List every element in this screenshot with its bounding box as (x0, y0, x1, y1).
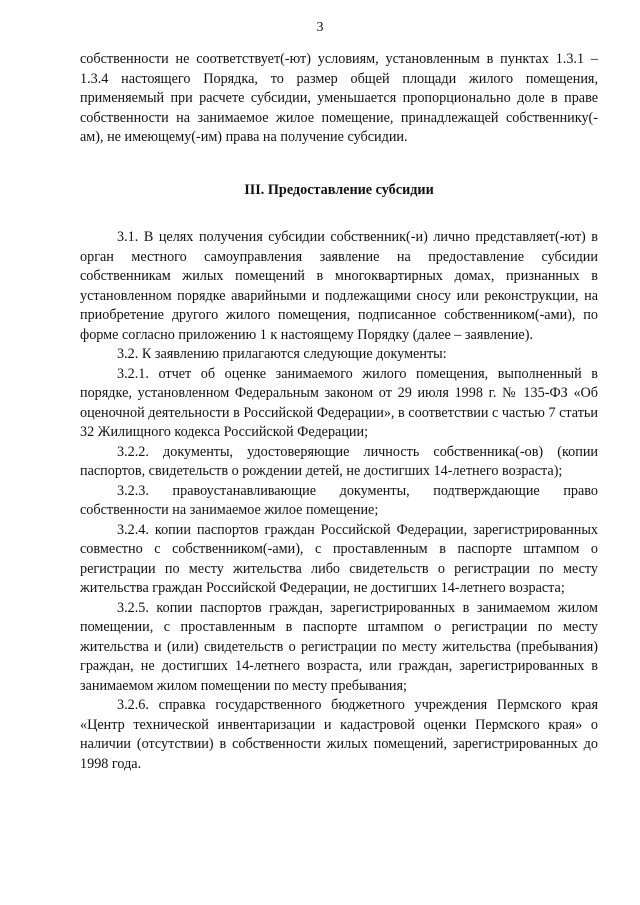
paragraph-3-2-6: 3.2.6. справка государственного бюджетного учреждения Пермского края «Центр технической инвентаризации и кадастровой оценки Пермского края» о наличии (отсутствии) в собственности жилых помещений, зарегистрированных до 1998 года. (80, 697, 598, 772)
paragraph-3-2-3: 3.2.3. правоустанавливающие документы, подтверждающие право собственности на занимаемое жилое помещение; (80, 482, 598, 518)
document-body (80, 50, 598, 774)
paragraph-3-2-4: 3.2.4. копии паспортов граждан Российской Федерации, зарегистрированных совместно с собственником(-ами), с проставленным в паспорте штампом о регистрации по месту жительства либо свидетельств о регистрации по месту жительства граждан Российской Федерации, не достигших 14-летнего возраста; (80, 521, 598, 596)
paragraph-3-2-2: 3.2.2. документы, удостоверяющие личность собственника(-ов) (копии паспортов, свидетельств о рождении детей, не достигших 14-летнего возраста); (80, 443, 598, 479)
page-number: 3 (316, 20, 324, 35)
continuation-paragraph: собственности не соответствует(-ют) условиям, установленным в пунктах 1.3.1 – 1.3.4 настоящего Порядка, то размер общей площади жилого помещения, применяемый при расчете субсидии, уменьшается пропорционально доле в праве собственности на занимаемое жилое помещение, принадлежащей собственнику(-ам), не имеющему(-им) права на получение субсидии. (80, 51, 598, 145)
paragraph-3-1: 3.1. В целях получения субсидии собственник(-и) лично представляет(-ют) в орган местного самоуправления заявление на предоставление субсидии собственникам жилых помещений в многоквартирных домах, признанных в установленном порядке аварийными и подлежащими сносу или реконструкции, на приобретение другого жилого помещения, подписанное собственником(-ами), по форме согласно приложению 1 к настоящему Порядку (далее – заявление). (80, 229, 598, 343)
paragraph-3-2-5: 3.2.5. копии паспортов граждан, зарегистрированных в занимаемом жилом помещении, с проставленным в паспорте штампом о регистрации по месту жительства и (или) свидетельств о регистрации по месту жительства (пребывания) граждан, не достигших 14-летнего возраста, или граждан, зарегистрированных в занимаемом жилом помещении по месту пребывания; (80, 599, 598, 694)
section-heading: III. Предоставление субсидии (244, 181, 434, 198)
paragraph-3-2-1: 3.2.1. отчет об оценке занимаемого жилого помещения, выполненный в порядке, установленном Федеральным законом от 29 июля 1998 г. № 135-ФЗ «Об оценочной деятельности в Российской Федерации», в соответствии с частью 7 статьи 32 Жилищного кодекса Российской Федерации; (80, 365, 598, 440)
paragraph-3-2: 3.2. К заявлению прилагаются следующие документы: (117, 346, 447, 362)
